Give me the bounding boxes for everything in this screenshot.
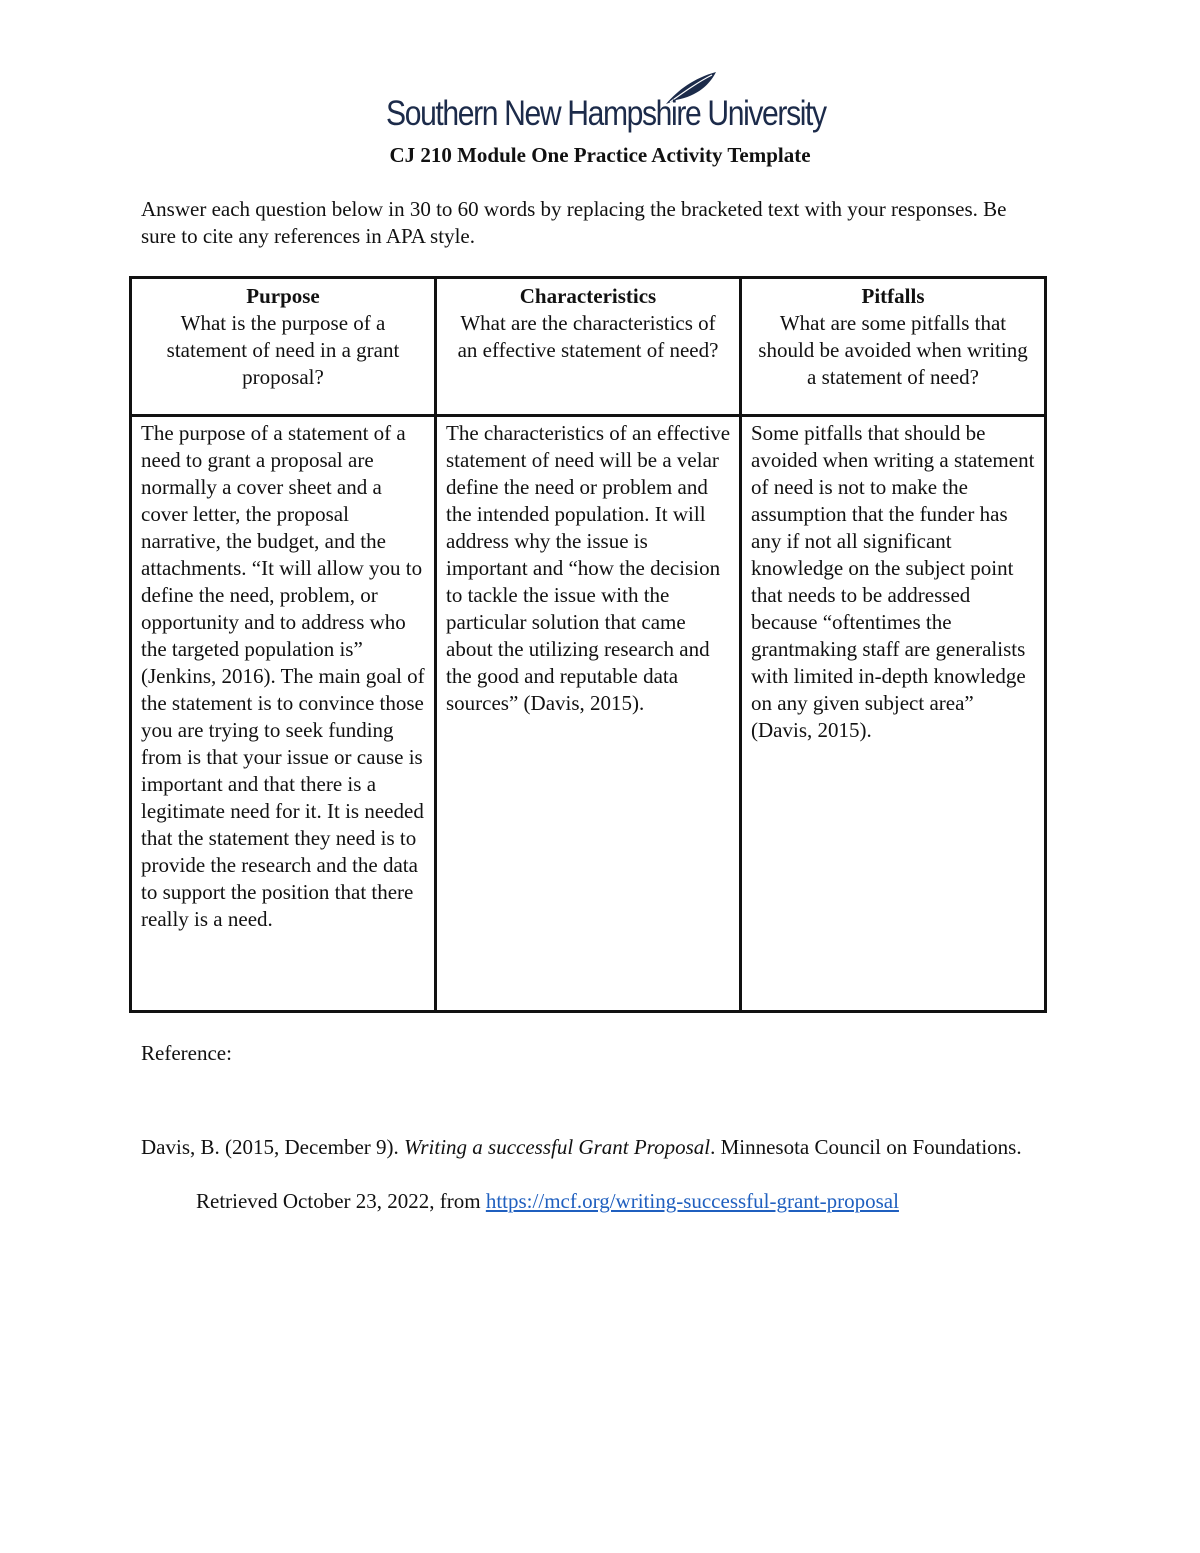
header-cell-pitfalls bbox=[741, 278, 1046, 416]
column-question: What are some pitfalls that should be avoided when writing a statement of need? bbox=[758, 311, 1028, 389]
header-cell-characteristics bbox=[436, 278, 741, 416]
table-header-row bbox=[131, 278, 1046, 416]
header-cell-purpose bbox=[131, 278, 436, 416]
answer-cell-purpose[interactable]: The purpose of a statement of a need to grant a proposal are normally a cover sheet and a cover letter, the proposal narrative, the budget, and the attachments. “It will allow you to define the need, problem, or opportunity and to address who the targeted population is” (Jenkins, 2016). The main goal of the statement is to convince those you are trying to seek funding from is that your issue or cause is important and that there is a legitimate need for it. It is needed that the statement they need is to provide the research and the data to support the position that there really is a need. bbox=[131, 416, 436, 1012]
citation-middle: . Minnesota Council on Foundations. Retrieved October 23, 2022, from bbox=[196, 1135, 1022, 1213]
column-heading: Characteristics bbox=[519, 284, 657, 308]
question-table bbox=[129, 276, 1047, 1013]
citation-link[interactable]: https://mcf.org/writing-successful-grant-proposal bbox=[485, 1189, 899, 1213]
reference-citation bbox=[141, 1120, 1096, 1228]
answer-cell-pitfalls[interactable]: Some pitfalls that should be avoided when writing a statement of need is not to make the assumption that the funder has any if not all significant knowledge on the subject point that needs to be addressed because “oftentimes the grantmaking staff are generalists with limited in-depth knowledge on any given subject area” (Davis, 2015). bbox=[741, 416, 1046, 1012]
instructions-text: Answer each question below in 30 to 60 words by replacing the bracketed text with your responses. Be sure to cite any references in APA style. bbox=[141, 197, 1007, 248]
table-answer-row bbox=[131, 416, 1046, 1012]
citation-lead: Davis, B. (2015, December 9). bbox=[141, 1135, 405, 1159]
citation-title: Writing a successful Grant Proposal bbox=[404, 1135, 711, 1159]
document-title: CJ 210 Module One Practice Activity Template bbox=[389, 143, 811, 167]
university-logo bbox=[386, 70, 826, 136]
reference-label: Reference: bbox=[141, 1041, 232, 1065]
answer-cell-characteristics[interactable]: The characteristics of an effective statement of need will be a velar define the need or problem and the intended population. It will address why the issue is important and “how the decision to tackle the issue with the particular solution that came about the utilizing research and the good and reputable data sources” (Davis, 2015). bbox=[436, 416, 741, 1012]
column-heading: Pitfalls bbox=[861, 284, 925, 308]
column-question: What are the characteristics of an effective statement of need? bbox=[457, 311, 719, 362]
column-heading: Purpose bbox=[246, 284, 320, 308]
logo-text: Southern New Hampshire University bbox=[386, 94, 826, 133]
column-question: What is the purpose of a statement of need in a grant proposal? bbox=[166, 311, 400, 389]
